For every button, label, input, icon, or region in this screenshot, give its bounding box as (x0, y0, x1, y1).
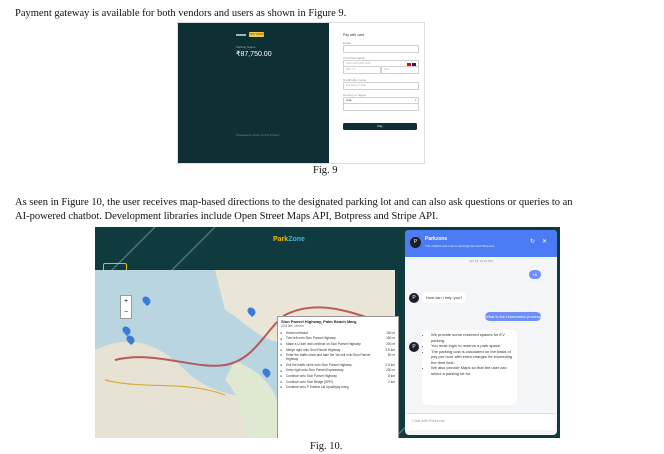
bot-message: How can I help you? (422, 292, 466, 303)
bot-answer-list (422, 332, 517, 376)
direction-arrow-icon: ➤ (280, 362, 283, 367)
back-arrow-icon (236, 34, 246, 36)
route-step-distance: 2.5 km (385, 362, 395, 367)
zoom-in-button[interactable]: + (123, 298, 129, 305)
route-step-distance: 8 km (388, 373, 395, 378)
parkzone-logo (273, 236, 305, 243)
cardholder-field[interactable] (343, 82, 419, 90)
chatbot-widget (405, 230, 557, 435)
route-step (278, 352, 398, 362)
cvc-placeholder: CVC (384, 68, 390, 71)
chat-input[interactable] (407, 413, 555, 430)
route-step-distance: 60 m (387, 353, 395, 358)
direction-arrow-icon: ➤ (280, 385, 283, 390)
bot-answer-item: • We provide some reserved spaces for EV parking. (431, 332, 517, 343)
card-form-panel (329, 23, 424, 163)
brand-right: Zone (288, 236, 305, 243)
figure-10-parkzone-screenshot (95, 227, 560, 438)
route-step-text: Continue onto Sion Panvel Highway (286, 373, 337, 378)
refresh-icon[interactable]: ↻ (530, 239, 536, 245)
close-icon[interactable]: ✕ (542, 239, 548, 245)
test-mode-badge: TEST MODE (249, 33, 264, 36)
route-step-text: Make a U-turn and continue on Sion Panvel Highway (286, 341, 361, 346)
bot-answer-item: • You must login to reserve a park space. (431, 343, 517, 349)
direction-arrow-icon: ➤ (280, 379, 283, 384)
cardholder-placeholder: Full name on card (346, 84, 367, 87)
user-message: What is the reservation process? (485, 314, 544, 319)
bot-avatar-small: P (409, 342, 419, 352)
zoom-controls[interactable] (120, 295, 132, 319)
brand-left: Park (273, 236, 289, 243)
direction-arrow-icon: ➤ (280, 342, 283, 347)
figure-9-caption: Fig. 9 (313, 165, 338, 176)
parking-label: Parking Space (236, 45, 256, 49)
card-number-placeholder: 1234 1234 1234 1234 (346, 62, 371, 65)
bot-avatar-small: P (409, 293, 419, 303)
cvc-field[interactable] (381, 66, 419, 74)
direction-arrow-icon: ➤ (280, 336, 283, 341)
chat-header (405, 230, 557, 257)
email-field[interactable] (343, 45, 419, 53)
bot-avatar: P (410, 237, 421, 248)
chat-bot-name: Parkzone (425, 236, 448, 242)
route-step-text: Keep right onto Sion Panvel Expressway (286, 368, 344, 373)
route-step-text: Continue onto P Sridhar Lal Upadhyay marg (286, 385, 349, 390)
card-info-label: Card information (343, 56, 366, 60)
cardholder-label: Cardholder name (343, 78, 367, 82)
route-step-distance: 200 m (386, 368, 395, 373)
route-step-distance: 150 m (386, 336, 395, 341)
stripe-footer: Powered by stripe Terms Privacy (236, 133, 280, 137)
bot-answer-item: • The parking cost is calculated on the basis of pay per hour with extra charges for exceeding the time limit. (431, 349, 517, 366)
route-directions-panel (277, 316, 399, 438)
chevron-down-icon: ▾ (414, 99, 416, 102)
route-title: Sion Panvel Highway, Palm Beach Marg (281, 319, 357, 324)
amount: ₹87,750.00 (236, 51, 272, 58)
zoom-out-button[interactable]: − (123, 309, 129, 316)
route-step-text: Merge right onto Sion Panvel Highway (286, 347, 341, 352)
chat-input-placeholder: Chat with Parkzone (412, 419, 445, 423)
email-label: Email (343, 41, 351, 45)
figure-9-payment-screenshot (177, 22, 425, 164)
pay-button[interactable]: Pay (343, 123, 417, 130)
direction-arrow-icon: ➤ (280, 368, 283, 373)
bot-answer-item: • We also provide Maps so that the user can select a parking lot for (431, 365, 517, 376)
direction-arrow-icon: ➤ (280, 353, 283, 358)
direction-arrow-icon: ➤ (280, 374, 283, 379)
route-step-distance: 2 km (388, 379, 395, 384)
expiry-placeholder: MM / YY (346, 68, 356, 71)
route-steps (278, 330, 398, 390)
direction-arrow-icon: ➤ (280, 347, 283, 352)
pay-with-card-title: Pay with card (343, 33, 365, 37)
country-value: India (346, 99, 352, 102)
country-label: Country or region (343, 93, 367, 97)
paragraph-2-line-2: AI-powered chatbot. Development libraries include Open Street Maps API, Botpress and Stripe API. (15, 211, 439, 222)
route-step-text: Continue onto Sion Bridge (SPR) (286, 379, 333, 384)
stripe-summary-panel (178, 23, 329, 163)
expiry-field[interactable] (343, 66, 381, 74)
chat-timestamp: Apr 13, 10:21 PM (469, 259, 493, 263)
postal-field[interactable] (343, 103, 419, 111)
route-step-distance: 2.5 km (385, 347, 395, 352)
route-step-text: Enter the traffic circle and take the 1st exit onto Sion Panvel Highway (286, 353, 371, 362)
user-message: Hi (529, 270, 541, 279)
bot-answer (422, 330, 517, 405)
paragraph-2-line-1: As seen in Figure 10, the user receives map-based directions to the designated parking lot and can also ask questions or queries to an (15, 197, 573, 208)
route-summary: 20.5 km, 18 min (281, 324, 304, 328)
paragraph-1: Payment gateway is available for both vendors and users as shown in Figure 9. (15, 8, 347, 19)
route-step-distance: 150 m (386, 330, 395, 335)
route-step (278, 384, 398, 390)
route-step-text: Turn left onto Sion Panvel Highway (286, 336, 336, 341)
route-step-text: Exit the traffic circle onto Sion Panvel Highway (286, 362, 352, 367)
figure-10-caption: Fig. 10. (310, 441, 343, 452)
chat-subtitle: This chatbot was built surprisingly fast with Botpress (425, 244, 495, 248)
direction-arrow-icon: ➤ (280, 331, 283, 335)
route-step-text: Head northeast (286, 330, 308, 335)
route-step-distance: 200 m (386, 341, 395, 346)
